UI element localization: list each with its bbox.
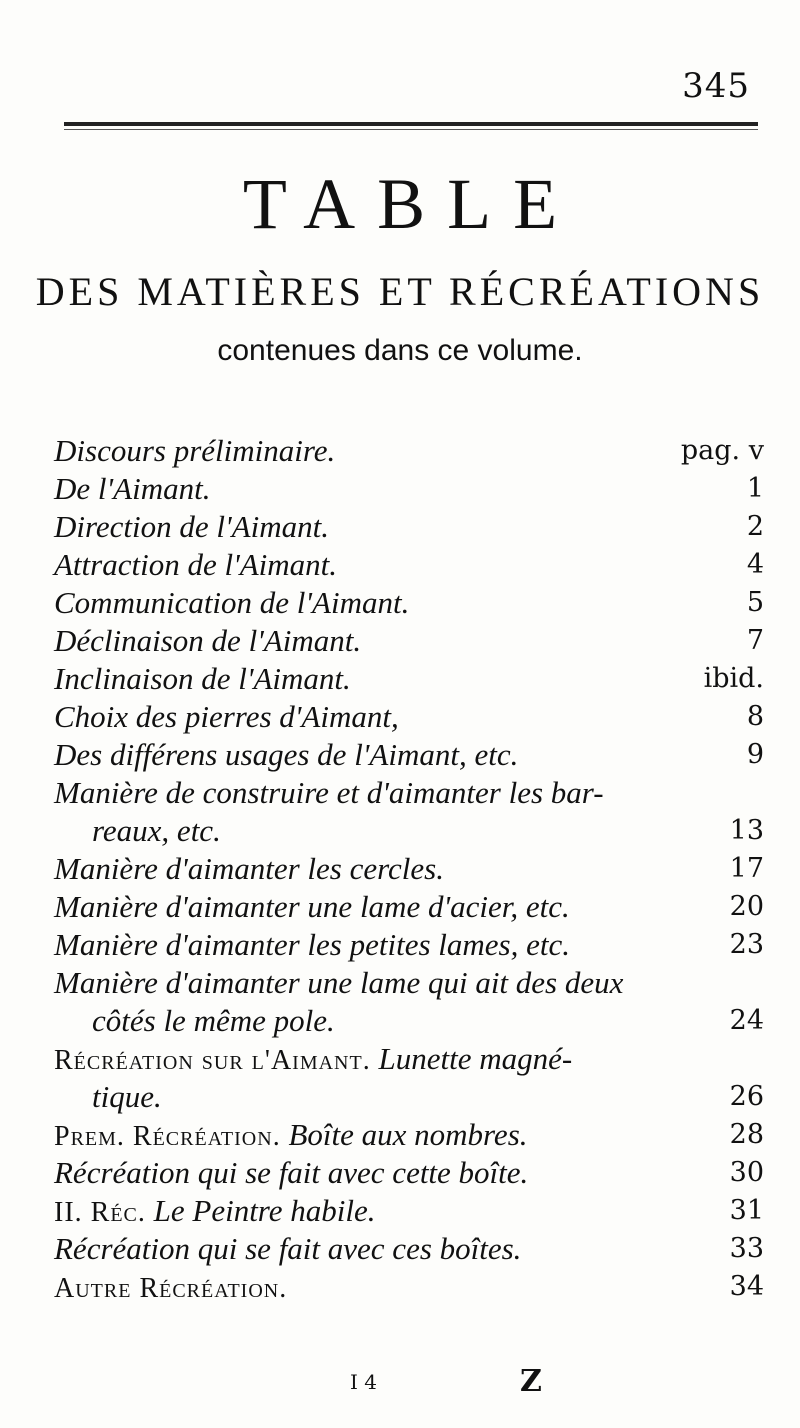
toc-page-number (747, 546, 764, 584)
toc-page-number (730, 1230, 764, 1268)
toc-row (54, 1230, 764, 1268)
toc-page-number (730, 926, 764, 964)
toc-entry-text: reaux, etc. (92, 813, 221, 848)
toc-entry-text: Discours préliminaire. (54, 433, 336, 468)
page-subtitle: DES MATIÈRES ET RÉCRÉATIONS (35, 269, 765, 314)
toc-entry-text: Des différens usages de l'Aimant, etc. (54, 737, 519, 772)
toc-entry (54, 888, 570, 926)
toc-page-value: 31 (729, 1195, 764, 1226)
toc-page-value: 26 (729, 1081, 764, 1112)
toc-page-value: 33 (729, 1233, 764, 1264)
toc-entry-text: Manière d'aimanter les petites lames, etc. (54, 927, 570, 962)
toc-row (54, 622, 764, 660)
toc-entry (54, 1192, 375, 1232)
toc-entry-smallcaps: II. Réc. (54, 1197, 146, 1228)
toc-entry-text: Récréation qui se fait avec cette boîte. (54, 1155, 529, 1190)
toc-row (54, 1116, 764, 1154)
toc-entry (92, 812, 221, 850)
signature-mark: I 4 (350, 1370, 377, 1394)
toc-page-value: 28 (729, 1119, 764, 1150)
toc-row (54, 508, 764, 546)
toc-page-value: 13 (729, 815, 764, 846)
toc-entry (54, 1040, 572, 1080)
toc-page-number (747, 470, 764, 508)
toc-row (54, 698, 764, 736)
toc-entry (54, 660, 351, 698)
toc-entry-text: Boîte aux nombres. (288, 1117, 528, 1152)
toc-page-number (730, 1192, 764, 1230)
toc-row (54, 660, 764, 698)
toc-entry-text: Direction de l'Aimant. (54, 509, 329, 544)
toc-row (54, 1154, 764, 1192)
toc-page-value: 5 (746, 587, 764, 618)
page-title: TABLE (242, 164, 580, 244)
toc-page-number (730, 1116, 764, 1154)
toc-entry-text: Déclinaison de l'Aimant. (54, 623, 362, 658)
toc-row (54, 964, 764, 1002)
toc-entry-text: Manière d'aimanter les cercles. (54, 851, 444, 886)
toc-row (54, 1192, 764, 1230)
toc-entry (54, 432, 335, 470)
toc-page-number (730, 1002, 764, 1040)
toc-entry-text: Choix des pierres d'Aimant, (54, 699, 399, 734)
toc-page-value: 20 (729, 891, 764, 922)
toc-entry (54, 964, 623, 1002)
toc-row (54, 1268, 764, 1306)
toc-entry (92, 1078, 162, 1116)
toc-page-number (747, 736, 764, 774)
toc-entry-text: côtés le même pole. (92, 1003, 335, 1038)
toc-page-number (730, 1268, 764, 1306)
toc-page-value: 7 (746, 625, 764, 656)
toc-entry (54, 774, 604, 812)
toc-entry-smallcaps: Autre Récréation. (54, 1273, 288, 1304)
toc-page-number (704, 660, 764, 698)
catchword: Z (520, 1364, 542, 1399)
toc-row (54, 812, 764, 850)
toc-page-number (747, 584, 764, 622)
toc-entry (54, 584, 409, 622)
toc-entry-smallcaps: Récréation sur l'Aimant. (54, 1045, 371, 1076)
toc-row (54, 774, 764, 812)
toc-page-value: 17 (729, 853, 764, 884)
toc-page-value: 2 (746, 511, 764, 542)
toc-page-value: 34 (729, 1271, 764, 1302)
toc-page-number (730, 888, 764, 926)
toc-entry (54, 1154, 528, 1192)
toc-page-number (730, 1154, 764, 1192)
toc-row (54, 850, 764, 888)
toc-entry (54, 698, 399, 736)
toc-entry (54, 546, 337, 584)
toc-page-value: v (748, 435, 764, 466)
toc-entry-smallcaps: Prem. Récréation. (54, 1121, 281, 1152)
toc-row (54, 432, 764, 470)
toc-row (54, 584, 764, 622)
toc-entry-text: Inclinaison de l'Aimant. (54, 661, 351, 696)
toc-entry (54, 1268, 287, 1308)
toc-entry (54, 850, 444, 888)
toc-row (54, 926, 764, 964)
toc-entry (54, 508, 329, 546)
toc-page-value: ibid. (703, 663, 764, 694)
toc-entry (92, 1002, 335, 1040)
toc-entry-text: Manière d'aimanter une lame qui ait des deux (54, 965, 624, 1000)
toc-row (54, 1078, 764, 1116)
toc-entry (54, 926, 570, 964)
toc-page-value: 24 (729, 1005, 764, 1036)
toc-row (54, 888, 764, 926)
toc-page-value: 4 (746, 549, 764, 580)
toc-entry (54, 1230, 521, 1268)
toc-entry-text: Lunette magné- (378, 1041, 573, 1076)
toc-page-number (730, 1078, 764, 1116)
toc-entry-text: Le Peintre habile. (153, 1193, 376, 1228)
page-number: 345 (682, 66, 750, 106)
toc-entry-text: Communication de l'Aimant. (54, 585, 410, 620)
toc-row (54, 736, 764, 774)
toc-page-prefix: pag. (680, 435, 741, 466)
toc-entry-text: De l'Aimant. (54, 471, 211, 506)
toc-page-number (747, 508, 764, 546)
toc-entry (54, 622, 361, 660)
toc-page-number (747, 698, 764, 736)
toc-entry-text: Récréation qui se fait avec ces boîtes. (54, 1231, 522, 1266)
toc-entry (54, 470, 210, 508)
toc-entry-text: Manière de construire et d'aimanter les bar- (54, 775, 604, 810)
toc-row (54, 546, 764, 584)
toc-entry-text: tique. (92, 1079, 162, 1114)
toc-entry-text: Manière d'aimanter une lame d'acier, etc. (54, 889, 570, 924)
toc-entry-text: Attraction de l'Aimant. (54, 547, 338, 582)
table-of-contents (54, 432, 764, 1306)
toc-page-number (681, 432, 764, 470)
toc-page-value: 30 (729, 1157, 764, 1188)
page-caption: contenues dans ce volume. (217, 334, 583, 367)
toc-page-value: 23 (729, 929, 764, 960)
toc-row (54, 470, 764, 508)
toc-page-number (747, 622, 764, 660)
toc-page-value: 8 (746, 701, 764, 732)
toc-entry (54, 736, 518, 774)
toc-page-value: 9 (746, 739, 764, 770)
header-rule (64, 122, 758, 126)
toc-row (54, 1002, 764, 1040)
toc-entry (54, 1116, 528, 1156)
toc-page-number (730, 812, 764, 850)
toc-page-value: 1 (746, 473, 764, 504)
toc-page-number (730, 850, 764, 888)
toc-row (54, 1040, 764, 1078)
